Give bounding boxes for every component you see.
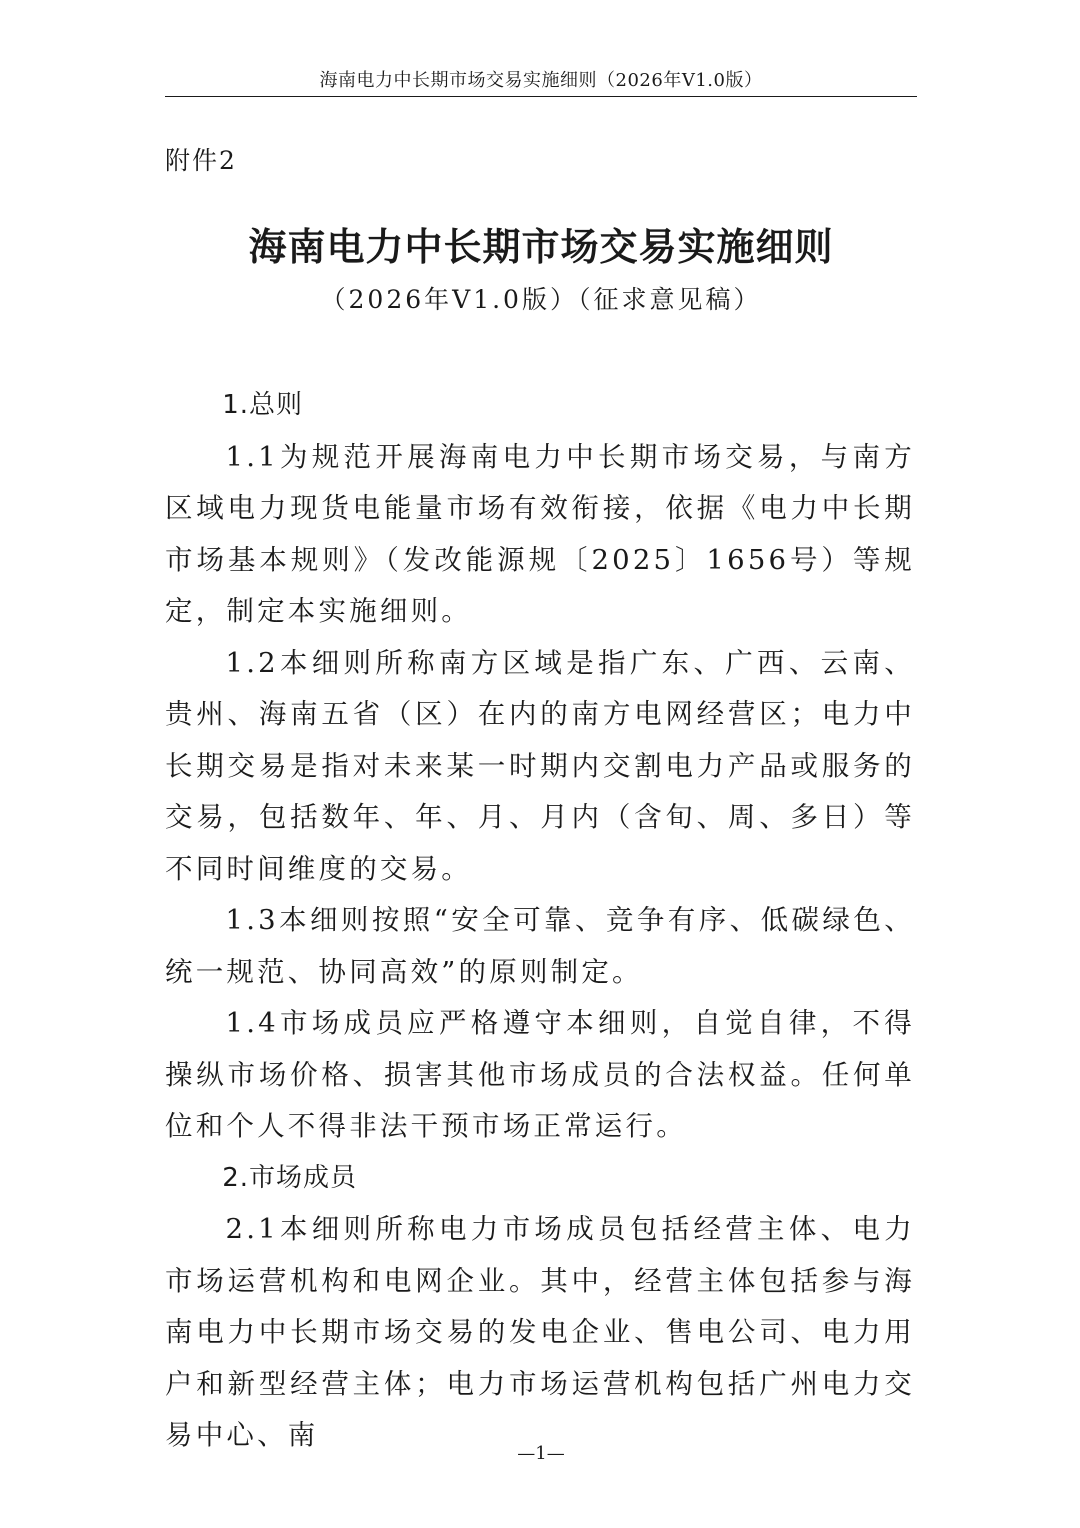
paragraph: 1.4市场成员应严格遵守本细则，自觉自律，不得操纵市场价格、损害其他市场成员的合法权益。任何单位和个人不得非法干预市场正常运行。	[165, 1007, 915, 1142]
paragraph: 2.1本细则所称电力市场成员包括经营主体、电力市场运营机构和电网企业。其中，经营主体包括参与海南电力中长期市场交易的发电企业、售电公司、电力用户和新型经营主体；电力市场运营机构包括广州电力交易中心、南	[165, 1213, 915, 1451]
document-body	[165, 380, 915, 1462]
paragraph: 1.1为规范开展海南电力中长期市场交易，与南方区域电力现货电能量市场有效衔接，依据《电力中长期市场基本规则》（发改能源规〔2025〕1656号）等规定，制定本实施细则。	[165, 440, 915, 627]
document-title: 海南电力中长期市场交易实施细则	[248, 224, 834, 269]
paragraph: 1.2本细则所称南方区域是指广东、广西、云南、贵州、海南五省（区）在内的南方电网经营区；电力中长期交易是指对未来某一时期内交割电力产品或服务的交易，包括数年、年、月、月内（含旬、周、多日）等不同时间维度的交易。	[165, 646, 915, 885]
page-number: —1—	[517, 1443, 565, 1464]
document-subtitle: （2026年V1.0版）（征求意见稿）	[320, 285, 762, 314]
section-heading: 2.市场成员	[222, 1162, 357, 1193]
paragraph: 1.3本细则按照“安全可靠、竞争有序、低碳绿色、统一规范、协同高效”的原则制定。	[165, 904, 915, 988]
header-divider	[165, 96, 917, 97]
running-header: 海南电力中长期市场交易实施细则（2026年V1.0版）	[319, 70, 763, 91]
attachment-label: 附件2	[165, 146, 237, 175]
section-heading: 1.总则	[222, 390, 303, 420]
